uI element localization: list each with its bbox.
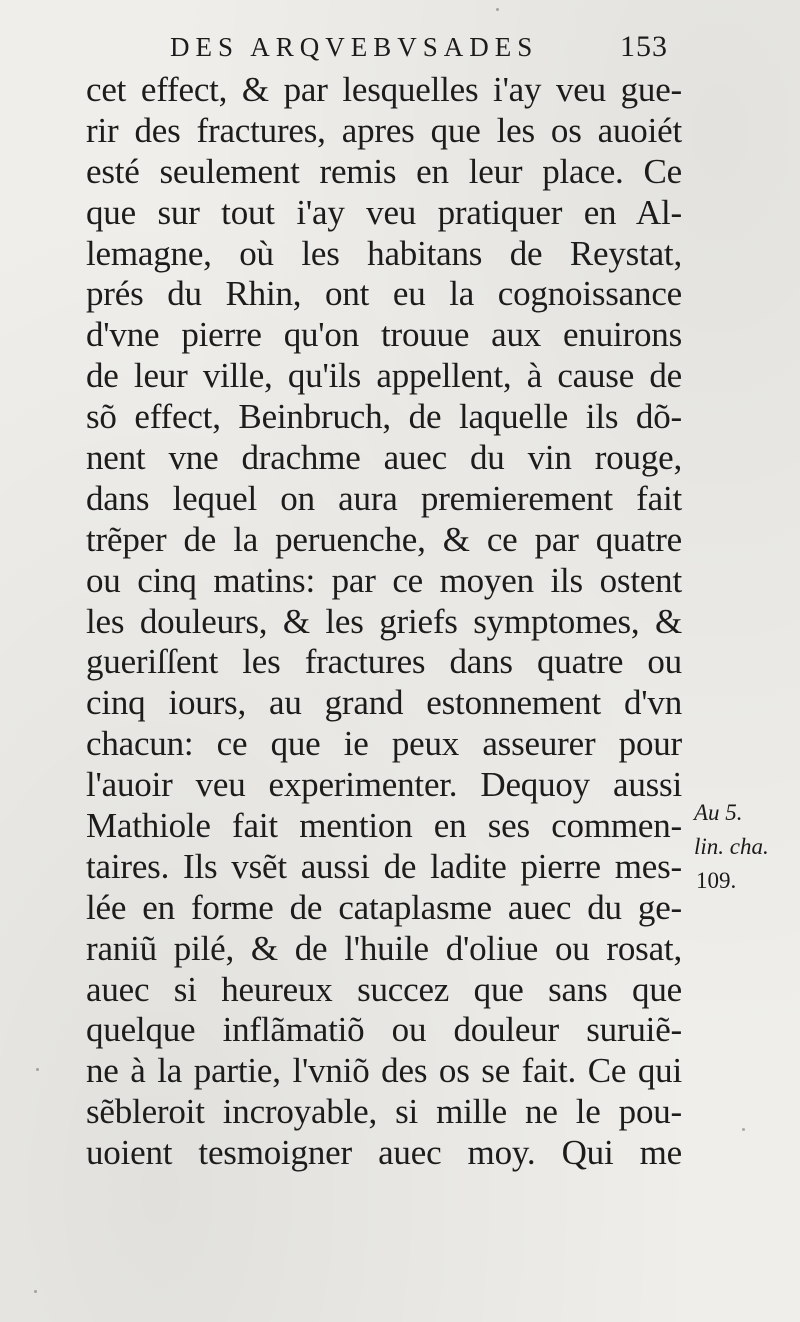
text-line: uoient tesmoigner auec moy. Qui me [86,1133,682,1173]
text-line: lemagne, où les habitans de Reystat, [86,233,682,273]
text-line: prés du Rhin, ont eu la cognoissance [86,274,682,314]
paper-speck [34,1290,37,1293]
running-head [170,30,670,70]
text-line: auec si heureux succez que sans que [86,969,682,1009]
text-line: sẽbleroit incroyable, si mille ne le pou- [86,1092,682,1132]
text-line: d'vne pierre qu'on trouue aux enuirons [86,315,682,355]
text-line: quelque inflãmatiõ ou douleur suruiẽ- [86,1010,682,1050]
paper-speck [742,1128,745,1131]
text-line: ne à la partie, l'vniõ des os se fait. Ce qui [86,1051,682,1091]
text-line: les douleurs, & les griefs symptomes, & [86,601,682,641]
text-line: cet effect, & par lesquelles i'ay veu gue- [86,70,682,109]
body-text [86,70,682,1174]
text-line: esté seulement remis en leur place. Ce [86,151,682,191]
text-line: lée en forme de cataplasme auec du ge- [86,887,682,927]
text-line: l'auoir veu experimenter. Dequoy aussi [86,765,682,805]
margin-note-line: Au 5. [694,800,743,825]
text-line: trẽper de la peruenche, & ce par quatre [86,519,682,559]
text-line: chacun: ce que ie peux asseurer pour [86,724,682,764]
running-title: DES ARQVEBVSADES [170,32,539,62]
text-line: rir des fractures, apres que les os auoiét [86,110,682,150]
text-line: sõ effect, Beinbruch, de laquelle ils dõ- [86,397,682,437]
text-line: taires. Ils vsẽt aussi de ladite pierre mes- [86,846,682,886]
text-line: dans lequel on aura premierement fait [86,478,682,518]
text-line: ou cinq matins: par ce moyen ils ostent [86,560,682,600]
paper-speck [36,1068,39,1071]
text-line: Mathiole fait mention en ses commen- [86,806,682,846]
paper-speck [496,8,499,11]
text-line: raniũ pilé, & de l'huile d'oliue ou rosat, [86,928,682,968]
text-line: nent vne drachme auec du vin rouge, [86,438,682,478]
text-line: de leur ville, qu'ils appellent, à cause de [86,356,682,396]
margin-note-line: lin. cha. [694,834,769,859]
text-line: que sur tout i'ay veu pratiquer en Al- [86,192,682,232]
margin-note [694,796,798,898]
page-number: 153 [620,30,668,63]
text-line: gueriſſent les fractures dans quatre ou [86,642,682,682]
margin-note-line: 109. [696,868,737,893]
text-line: cinq iours, au grand estonnement d'vn [86,683,682,723]
